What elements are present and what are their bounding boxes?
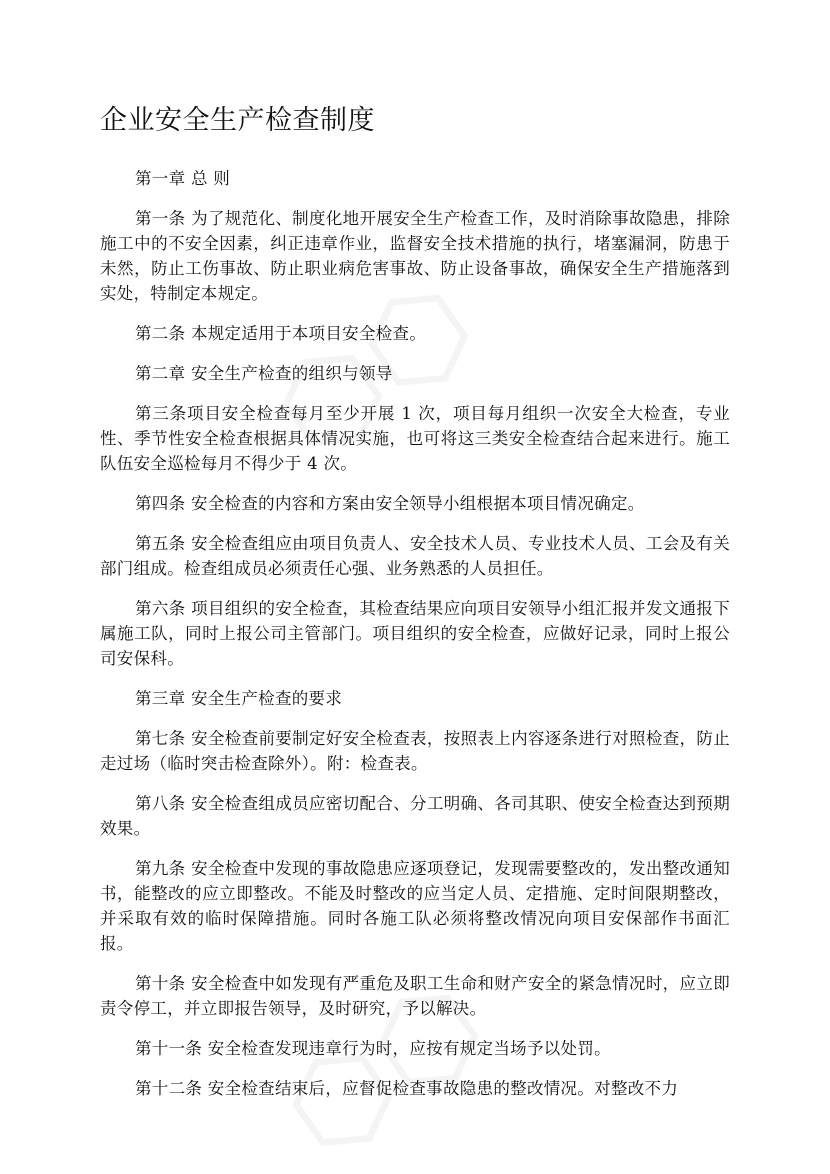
article-paragraph: 第八条 安全检查组成员应密切配合、分工明确、各司其职、使安全检查达到预期效果。 <box>100 794 730 838</box>
article-paragraph: 第十一条 安全检查发现违章行为时，应按有规定当场予以处罚。 <box>135 1039 611 1058</box>
article-paragraph: 第九条 安全检查中发现的事故隐患应逐项登记，发现需要整改的，发出整改通知书，能整改的应立即整改。不能及时整改的应当定人员、定措施、定时间限期整改，并采取有效的临时保障措施。同时各施工队必须将整改情况向项目安保部作书面汇报。 <box>100 859 730 953</box>
chapter-heading: 第二章 安全生产检查的组织与领导 <box>135 364 393 383</box>
page-title: 企业安全生产检查制度 <box>100 105 375 136</box>
article-paragraph: 第十二条 安全检查结束后，应督促检查事故隐患的整改情况。对整改不力 <box>135 1079 679 1098</box>
chapter-heading: 第一章 总 则 <box>135 169 231 188</box>
article-paragraph: 第七条 安全检查前要制定好安全检查表，按照表上内容逐条进行对照检查，防止走过场（临时突击检查除外）。附：检查表。 <box>100 729 730 773</box>
chapter-heading: 第三章 安全生产检查的要求 <box>135 689 343 708</box>
article-paragraph: 第二条 本规定适用于本项目安全检查。 <box>135 324 427 343</box>
document-body <box>100 166 730 1116</box>
article-paragraph: 第十条 安全检查中如发现有严重危及职工生命和财产安全的紧急情况时，应立即责令停工，并立即报告领导，及时研究，予以解决。 <box>100 974 730 1018</box>
article-paragraph: 第一条 为了规范化、制度化地开展安全生产检查工作，及时消除事故隐患，排除施工中的不安全因素，纠正违章作业，监督安全技术措施的执行，堵塞漏洞，防患于未然，防止工伤事故、防止职业病危害事故、防止设备事故，确保安全生产措施落到实处，特制定本规定。 <box>100 209 730 303</box>
article-paragraph: 第五条 安全检查组应由项目负责人、安全技术人员、专业技术人员、工会及有关部门组成。检查组成员必须责任心强、业务熟悉的人员担任。 <box>100 534 730 578</box>
article-paragraph: 第三条项目安全检查每月至少开展 1 次，项目每月组织一次安全大检查，专业性、季节性安全检查根据具体情况实施，也可将这三类安全检查结合起来进行。施工队伍安全巡检每月不得少于 4 次。 <box>100 404 730 473</box>
article-paragraph: 第六条 项目组织的安全检查，其检查结果应向项目安领导小组汇报并发文通报下属施工队，同时上报公司主管部门。项目组织的安全检查，应做好记录，同时上报公司安保科。 <box>100 599 730 668</box>
article-paragraph: 第四条 安全检查的内容和方案由安全领导小组根据本项目情况确定。 <box>135 494 645 513</box>
